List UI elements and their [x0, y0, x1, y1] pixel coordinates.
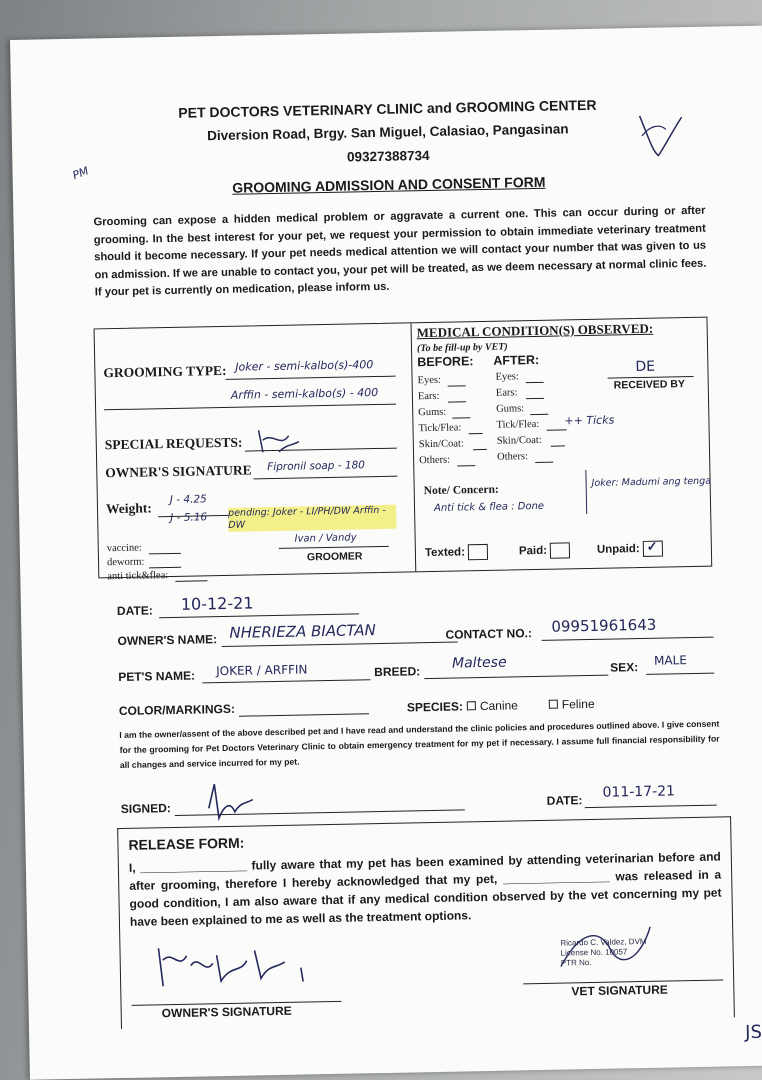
clinic-address: Diversion Road, Brgy. San Miguel, Calasiao, Pangasinan — [207, 121, 569, 144]
after-gums-line — [530, 414, 548, 415]
release-vet-signature-label: VET SIGNATURE — [571, 982, 668, 999]
breed-value: Maltese — [451, 654, 507, 672]
owner-signature-label: OWNER'S SIGNATURE — [105, 462, 252, 481]
texted-checkbox[interactable] — [425, 544, 488, 561]
vaccine-label: vaccine: — [106, 542, 142, 555]
clinic-name: PET DOCTORS VETERINARY CLINIC and GROOMING CENTER — [178, 96, 597, 121]
breed-line — [424, 675, 608, 680]
vet-stamp-name: Ricardo C. Valdez, DVM — [560, 936, 647, 948]
pet-name-label: PET'S NAME: — [118, 668, 196, 685]
grooming-type-line-2 — [104, 404, 396, 411]
medical-condition-subtitle: (To be fill-up by VET) — [416, 341, 508, 355]
deworm-line — [149, 567, 181, 569]
release-owner-signature-scribble-icon — [150, 933, 331, 1000]
weight-value-2: J - 5.16 — [170, 511, 208, 525]
before-skin-label: Skin/Coat: — [418, 438, 464, 451]
texted-label: Texted: — [424, 546, 466, 560]
species-label: SPECIES: — [406, 699, 464, 715]
signed-date-label: DATE: — [546, 793, 583, 808]
before-ears-label: Ears: — [417, 390, 440, 403]
owner-name-line — [222, 642, 458, 648]
release-owner-signature-label: OWNER'S SIGNATURE — [161, 1003, 292, 1021]
after-skin-label: Skin/Coat: — [496, 434, 542, 447]
received-by-label: RECEIVED BY — [613, 378, 686, 392]
medical-condition-title: MEDICAL CONDITION(S) OBSERVED: — [416, 320, 654, 341]
before-others-label: Others: — [419, 454, 451, 467]
before-eyes-line — [448, 385, 466, 386]
note-separator — [585, 470, 587, 514]
sex-label: SEX: — [610, 660, 639, 675]
after-label: AFTER: — [493, 352, 540, 368]
unpaid-label: Unpaid: — [596, 543, 640, 556]
paid-box[interactable] — [550, 542, 570, 558]
texted-box[interactable] — [468, 544, 488, 560]
checkmark-scribble-icon — [629, 105, 690, 166]
deworm-label: deworm: — [106, 556, 145, 569]
pet-name-line — [202, 679, 370, 683]
unpaid-checkbox[interactable] — [596, 538, 663, 558]
consent-paragraph: I am the owner/assent of the above described pet and I have read and understand the clinic policies and procedures outlined above. I give consent for the grooming for Pet Doctors Veterinary Clinic to obtain emergency treatment for my pet if necessary. I assume full financial responsibility for all changes and service incurred for my pet. — [119, 718, 720, 771]
clinic-phone: 09327388734 — [346, 147, 430, 165]
after-eyes-line — [526, 382, 544, 383]
owner-signature-line — [253, 476, 397, 480]
sex-value: MALE — [653, 653, 688, 668]
canine-option[interactable] — [467, 698, 518, 713]
form-paper — [10, 26, 762, 1080]
feline-option[interactable] — [549, 697, 595, 712]
weight-value-1: J - 4.25 — [169, 493, 207, 507]
release-form-paragraph: I, ________________ fully aware that my pet has been examined by attending veterinarian before and after grooming, therefore I hereby acknowledged that my pet, ________________ was released in a good condition, I am also aware that if any medical condition observed by the vet concerning my pet have been explained to me as well as the treatment options. — [128, 849, 722, 929]
after-ears-label: Ears: — [495, 387, 518, 399]
antitick-label: anti tick&flea: — [107, 570, 169, 583]
after-others-line — [535, 462, 553, 463]
before-eyes-label: Eyes: — [417, 374, 442, 387]
vet-stamp-ptr: PTR No. — [560, 958, 592, 968]
grooming-type-value-2: Arffin - semi-kalbo(s) - 400 — [230, 385, 379, 402]
pet-name-value: JOKER / ARFFIN — [216, 662, 308, 679]
bottom-initials: JS — [744, 1021, 762, 1044]
paid-label: Paid: — [518, 544, 548, 558]
owner-name-value: NHERIEZA BIACTAN — [229, 621, 376, 642]
canine-label: Canine — [479, 698, 519, 714]
before-tick-line — [469, 433, 483, 434]
after-tick-value: ++ Ticks — [564, 413, 615, 428]
feline-label: Feline — [561, 696, 595, 712]
groomer-line — [279, 546, 389, 549]
date-value: 10-12-21 — [180, 593, 254, 614]
note-value: Anti tick & flea : Done — [433, 500, 545, 514]
margin-initials: PM — [70, 164, 91, 183]
canine-checkbox[interactable] — [467, 701, 476, 710]
weight-label: Weight: — [105, 500, 152, 517]
special-requests-label: SPECIAL REQUESTS: — [104, 434, 243, 453]
note-value-2: Joker: Madumi ang tenga — [591, 475, 712, 489]
admission-box — [94, 317, 713, 583]
initials-scribble-icon — [252, 421, 303, 458]
release-form-title: RELEASE FORM: — [128, 834, 245, 853]
before-tick-label: Tick/Flea: — [418, 422, 462, 435]
vet-signature-scribble-icon — [550, 919, 661, 981]
antitick-line — [175, 580, 207, 582]
color-markings-label: COLOR/MARKINGS: — [118, 701, 236, 719]
unpaid-check-mark: ✓ — [646, 538, 658, 554]
grooming-type-line — [226, 376, 396, 380]
vet-stamp-license: License No. 10057 — [560, 947, 628, 958]
before-gums-line — [452, 417, 470, 418]
after-tick-line — [547, 429, 567, 430]
before-gums-label: Gums: — [418, 406, 447, 419]
feline-checkbox[interactable] — [549, 700, 558, 709]
date-line — [159, 613, 359, 618]
pending-note: pending: Joker - LI/PH/DW Arffin - DW — [228, 505, 396, 532]
paid-checkbox[interactable] — [519, 542, 570, 559]
after-tick-label: Tick/Flea: — [496, 418, 540, 431]
release-form-box — [117, 816, 735, 1029]
form-title: GROOMING ADMISSION AND CONSENT FORM — [232, 173, 546, 196]
after-skin-line — [551, 445, 565, 446]
groomer-value: Ivan / Vandy — [294, 532, 357, 545]
grooming-type-value-1: Joker - semi-kalbo(s)-400 — [235, 358, 374, 374]
owner-name-label: OWNER'S NAME: — [117, 632, 218, 649]
grooming-type-label: GROOMING TYPE: — [103, 362, 227, 381]
date-label: DATE: — [116, 603, 153, 619]
after-others-label: Others: — [496, 451, 529, 463]
before-others-line — [457, 465, 475, 466]
fipronil-note: Fipronil soap - 180 — [267, 459, 366, 474]
after-eyes-label: Eyes: — [495, 371, 519, 383]
after-gums-label: Gums: — [496, 403, 525, 415]
contact-line — [542, 637, 714, 641]
color-markings-line — [239, 713, 369, 716]
note-concern-label: Note/ Concern: — [423, 483, 499, 498]
received-by-value: DE — [635, 358, 656, 376]
contact-value: 09951961643 — [551, 615, 657, 636]
after-ears-line — [526, 398, 544, 399]
unpaid-box[interactable] — [643, 538, 663, 557]
contact-label: CONTACT NO.: — [445, 626, 533, 642]
signed-date-line — [585, 805, 717, 809]
breed-label: BREED: — [374, 664, 421, 680]
vaccine-line — [149, 553, 181, 555]
sex-line — [646, 673, 714, 675]
admission-box-divider — [411, 323, 417, 571]
signed-label: SIGNED: — [120, 801, 171, 817]
signed-date-value: 011-17-21 — [602, 783, 676, 801]
groomer-label: GROOMER — [306, 550, 363, 564]
owner-signature-scribble-icon — [200, 777, 261, 828]
before-skin-line — [473, 449, 487, 450]
before-label: BEFORE: — [417, 354, 474, 370]
intro-paragraph: Grooming can expose a hidden medical problem or aggravate a current one. This can occur during or after grooming. In the best interest for your pet, we request your permission to obtain immediate veterinary treatment should it become necessary. If your pet needs medical attention we will contact your number that was given to us on admission. If we are unable to contact you, your pet will be treated, as we deem necessary at normal clinic fees. If your pet is currently on medication, please inform us. — [93, 204, 707, 299]
before-ears-line — [448, 401, 466, 402]
